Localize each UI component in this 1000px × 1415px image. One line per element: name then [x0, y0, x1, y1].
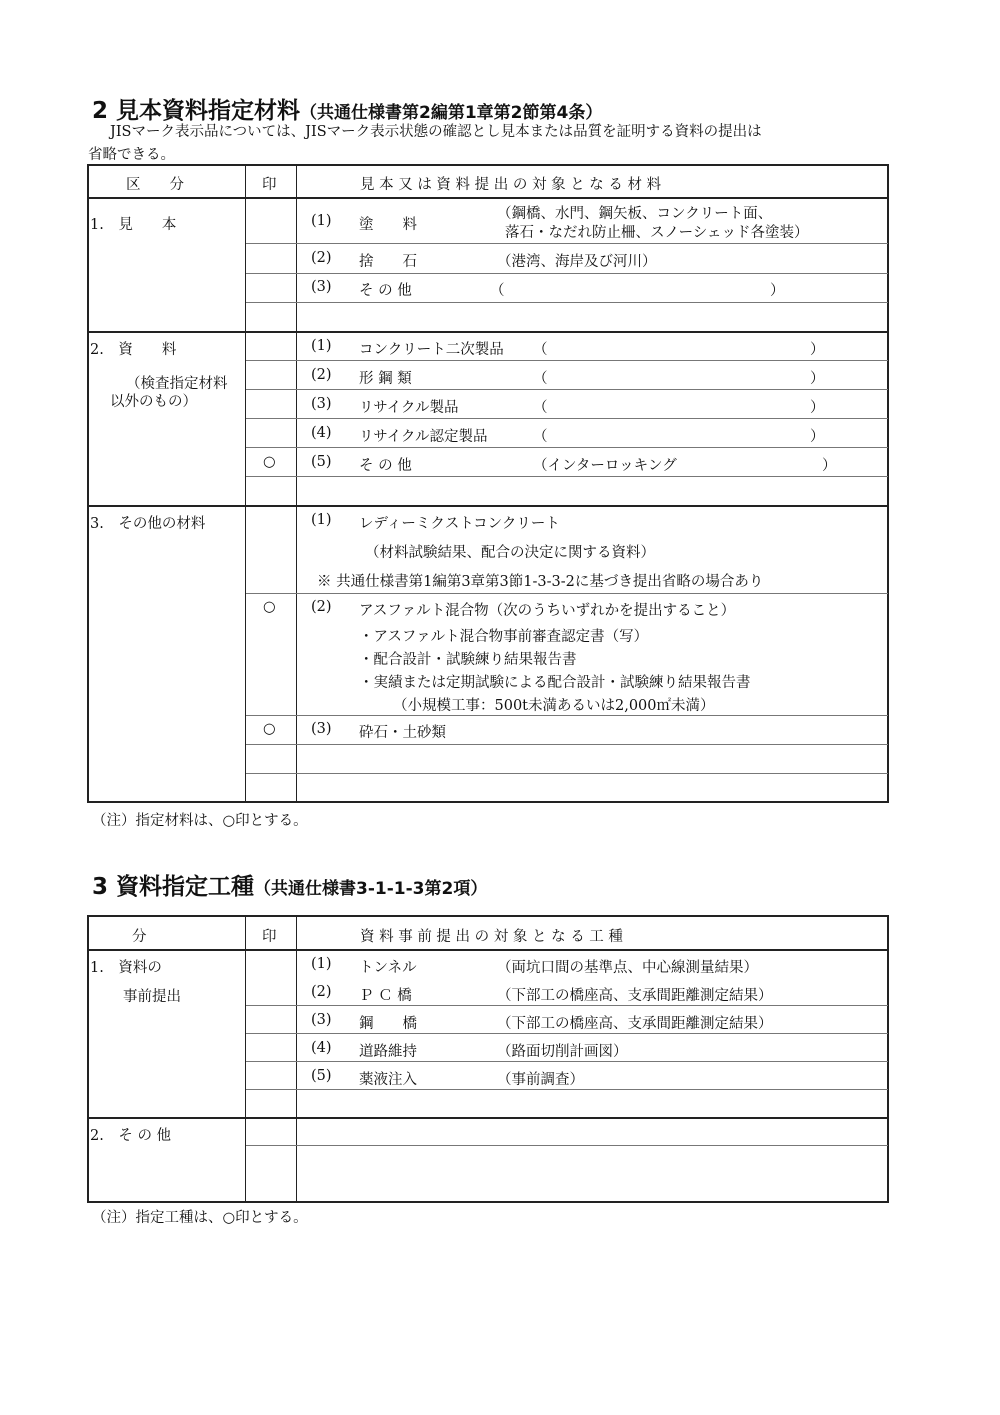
header-category: 分 [132, 929, 147, 945]
row-number: (5) [311, 1068, 332, 1084]
material-name: リサイクル製品 [359, 400, 459, 416]
section3-footnote: （注）指定工種は、○印とする。 [92, 1210, 308, 1226]
row-number: (3) [311, 279, 332, 295]
row-number: (1) [311, 512, 332, 528]
paren-close: ） [810, 342, 825, 358]
work-type-detail: （事前調査） [497, 1072, 584, 1088]
row-line [246, 1061, 888, 1062]
bullet-item: ・アスファルト混合物事前審査認定書（写） [359, 629, 649, 645]
row-line [246, 476, 888, 477]
s3-group1-label: 事前提出 [123, 989, 181, 1005]
paren-close: ） [810, 400, 825, 416]
s3-group2-label: 2. そ の 他 [90, 1128, 172, 1144]
col-divider-2 [296, 916, 297, 1202]
material-detail: （鋼橋、水門、鋼矢板、コンクリート面、 [497, 206, 773, 222]
designated-mark: ○ [263, 599, 276, 615]
paren-open: （ [533, 371, 548, 387]
row-line [246, 744, 888, 745]
header-divider [88, 197, 888, 199]
row-number: (3) [311, 1012, 332, 1028]
header-category: 区 分 [126, 177, 184, 193]
row-number: (2) [311, 599, 332, 615]
work-type-name: 薬液注入 [359, 1072, 417, 1088]
bullet-item: ・配合設計・試験練り結果報告書 [359, 652, 577, 668]
group2-sublabel: （検査指定材料 [126, 376, 228, 392]
row-line [246, 243, 888, 244]
material-detail: （港湾、海岸及び河川） [497, 254, 657, 270]
material-name: そ の 他 [359, 283, 412, 299]
s3-group1-label: 1. 資料の [90, 960, 162, 976]
bullet-item: （小規模工事：500t未満あるいは2,000㎡未満） [393, 698, 715, 714]
paren-close: ） [810, 371, 825, 387]
header-materials: 見 本 又 は 資 料 提 出 の 対 象 と な る 材 料 [360, 177, 662, 193]
material-name: 砕石・土砂類 [359, 725, 446, 741]
paren-open: （ [533, 429, 548, 445]
row-number: (3) [311, 396, 332, 412]
group-divider-2 [88, 505, 888, 507]
bullet-item: ・実績または定期試験による配合設計・試験練り結果報告書 [359, 675, 751, 691]
row-line [246, 715, 888, 716]
header-mark: 印 [262, 177, 277, 193]
designated-mark: ○ [263, 721, 276, 737]
header-mark: 印 [262, 929, 277, 945]
row-line [246, 447, 888, 448]
row-number: (2) [311, 984, 332, 1000]
work-type-detail: （路面切削計画図） [497, 1044, 628, 1060]
row-line [246, 1033, 888, 1034]
group3-label: 3. その他の材料 [90, 516, 206, 532]
material-note: （材料試験結果、配合の決定に関する資料） [365, 545, 655, 561]
group-divider-1 [88, 331, 888, 333]
work-type-name: 鋼 橋 [359, 1016, 417, 1032]
section2-footnote: （注）指定材料は、○印とする。 [92, 813, 308, 829]
row-number: (1) [311, 956, 332, 972]
row-line [246, 1089, 888, 1090]
row-line [246, 418, 888, 419]
row-line [246, 1005, 888, 1006]
paren-close: ） [770, 283, 785, 299]
section2-title: 2 見本資料指定材料 [92, 98, 301, 124]
row-number: (2) [311, 367, 332, 383]
section3-reference: （共通仕様書3-1-1-3第2項） [254, 879, 488, 899]
group1-label: 1. 見 本 [90, 217, 177, 233]
group2-sublabel: 以外のもの） [110, 394, 197, 410]
row-number: (1) [311, 338, 332, 354]
paren-open: （ [533, 342, 548, 358]
material-name: リサイクル認定製品 [359, 429, 488, 445]
work-type-name: トンネル [359, 960, 417, 976]
work-type-detail: （両坑口間の基準点、中心線測量結果） [497, 960, 758, 976]
row-line [246, 360, 888, 361]
work-type-name: 道路維持 [359, 1044, 417, 1060]
row-line [246, 389, 888, 390]
material-name: コンクリート二次製品 [359, 342, 504, 358]
col-divider-1 [245, 916, 246, 1202]
work-type-detail: （下部工の橋座高、支承間距離測定結果） [497, 1016, 773, 1032]
material-note: ※ 共通仕様書第1編第3章第3節1-3-3-2に基づき提出省略の場合あり [317, 574, 764, 590]
col-divider-2 [296, 165, 297, 802]
material-detail: 落石・なだれ防止柵、スノーシェッド各塗装） [505, 225, 809, 241]
row-number: (4) [311, 1040, 332, 1056]
section3-title: 3 資料指定工種 [92, 874, 255, 900]
row-line [246, 302, 888, 303]
row-line [246, 273, 888, 274]
section2-intro-line1: JISマーク表示品については、JISマーク表示状態の確認とし見本または品質を証明する資料の提出は [110, 124, 762, 140]
section2-reference: （共通仕様書第2編第1章第2節第4条） [300, 103, 603, 123]
material-name: アスファルト混合物（次のうちいずれかを提出すること） [359, 603, 736, 619]
header-work-types: 資 料 事 前 提 出 の 対 象 と な る 工 種 [360, 929, 623, 945]
material-name: レディーミクストコンクリート [359, 516, 560, 532]
work-type-detail: （下部工の橋座高、支承間距離測定結果） [497, 988, 773, 1004]
row-number: (3) [311, 721, 332, 737]
designated-mark: ○ [263, 454, 276, 470]
row-number: (4) [311, 425, 332, 441]
header-divider [88, 949, 888, 951]
paren-close: ） [810, 429, 825, 445]
section2-intro-line2: 省略できる。 [88, 147, 175, 163]
row-number: (5) [311, 454, 332, 470]
paren-open: （インターロッキング [533, 458, 677, 474]
row-number: (2) [311, 250, 332, 266]
row-line [246, 593, 888, 594]
work-types-table [87, 915, 889, 1203]
work-type-name: Ｐ Ｃ 橋 [359, 988, 412, 1004]
row-line [246, 1145, 888, 1146]
paren-close: ） [822, 458, 837, 474]
material-name: そ の 他 [359, 458, 412, 474]
col-divider-1 [245, 165, 246, 802]
row-line [246, 773, 888, 774]
material-name: 形 鋼 類 [359, 371, 412, 387]
group-divider [88, 1117, 888, 1119]
row-number: (1) [311, 213, 332, 229]
material-name: 塗 料 [359, 217, 417, 233]
paren-open: （ [533, 400, 548, 416]
material-name: 捨 石 [359, 254, 417, 270]
section3-heading [92, 868, 487, 901]
paren-open: （ [490, 283, 505, 299]
group2-label: 2. 資 料 [90, 342, 177, 358]
